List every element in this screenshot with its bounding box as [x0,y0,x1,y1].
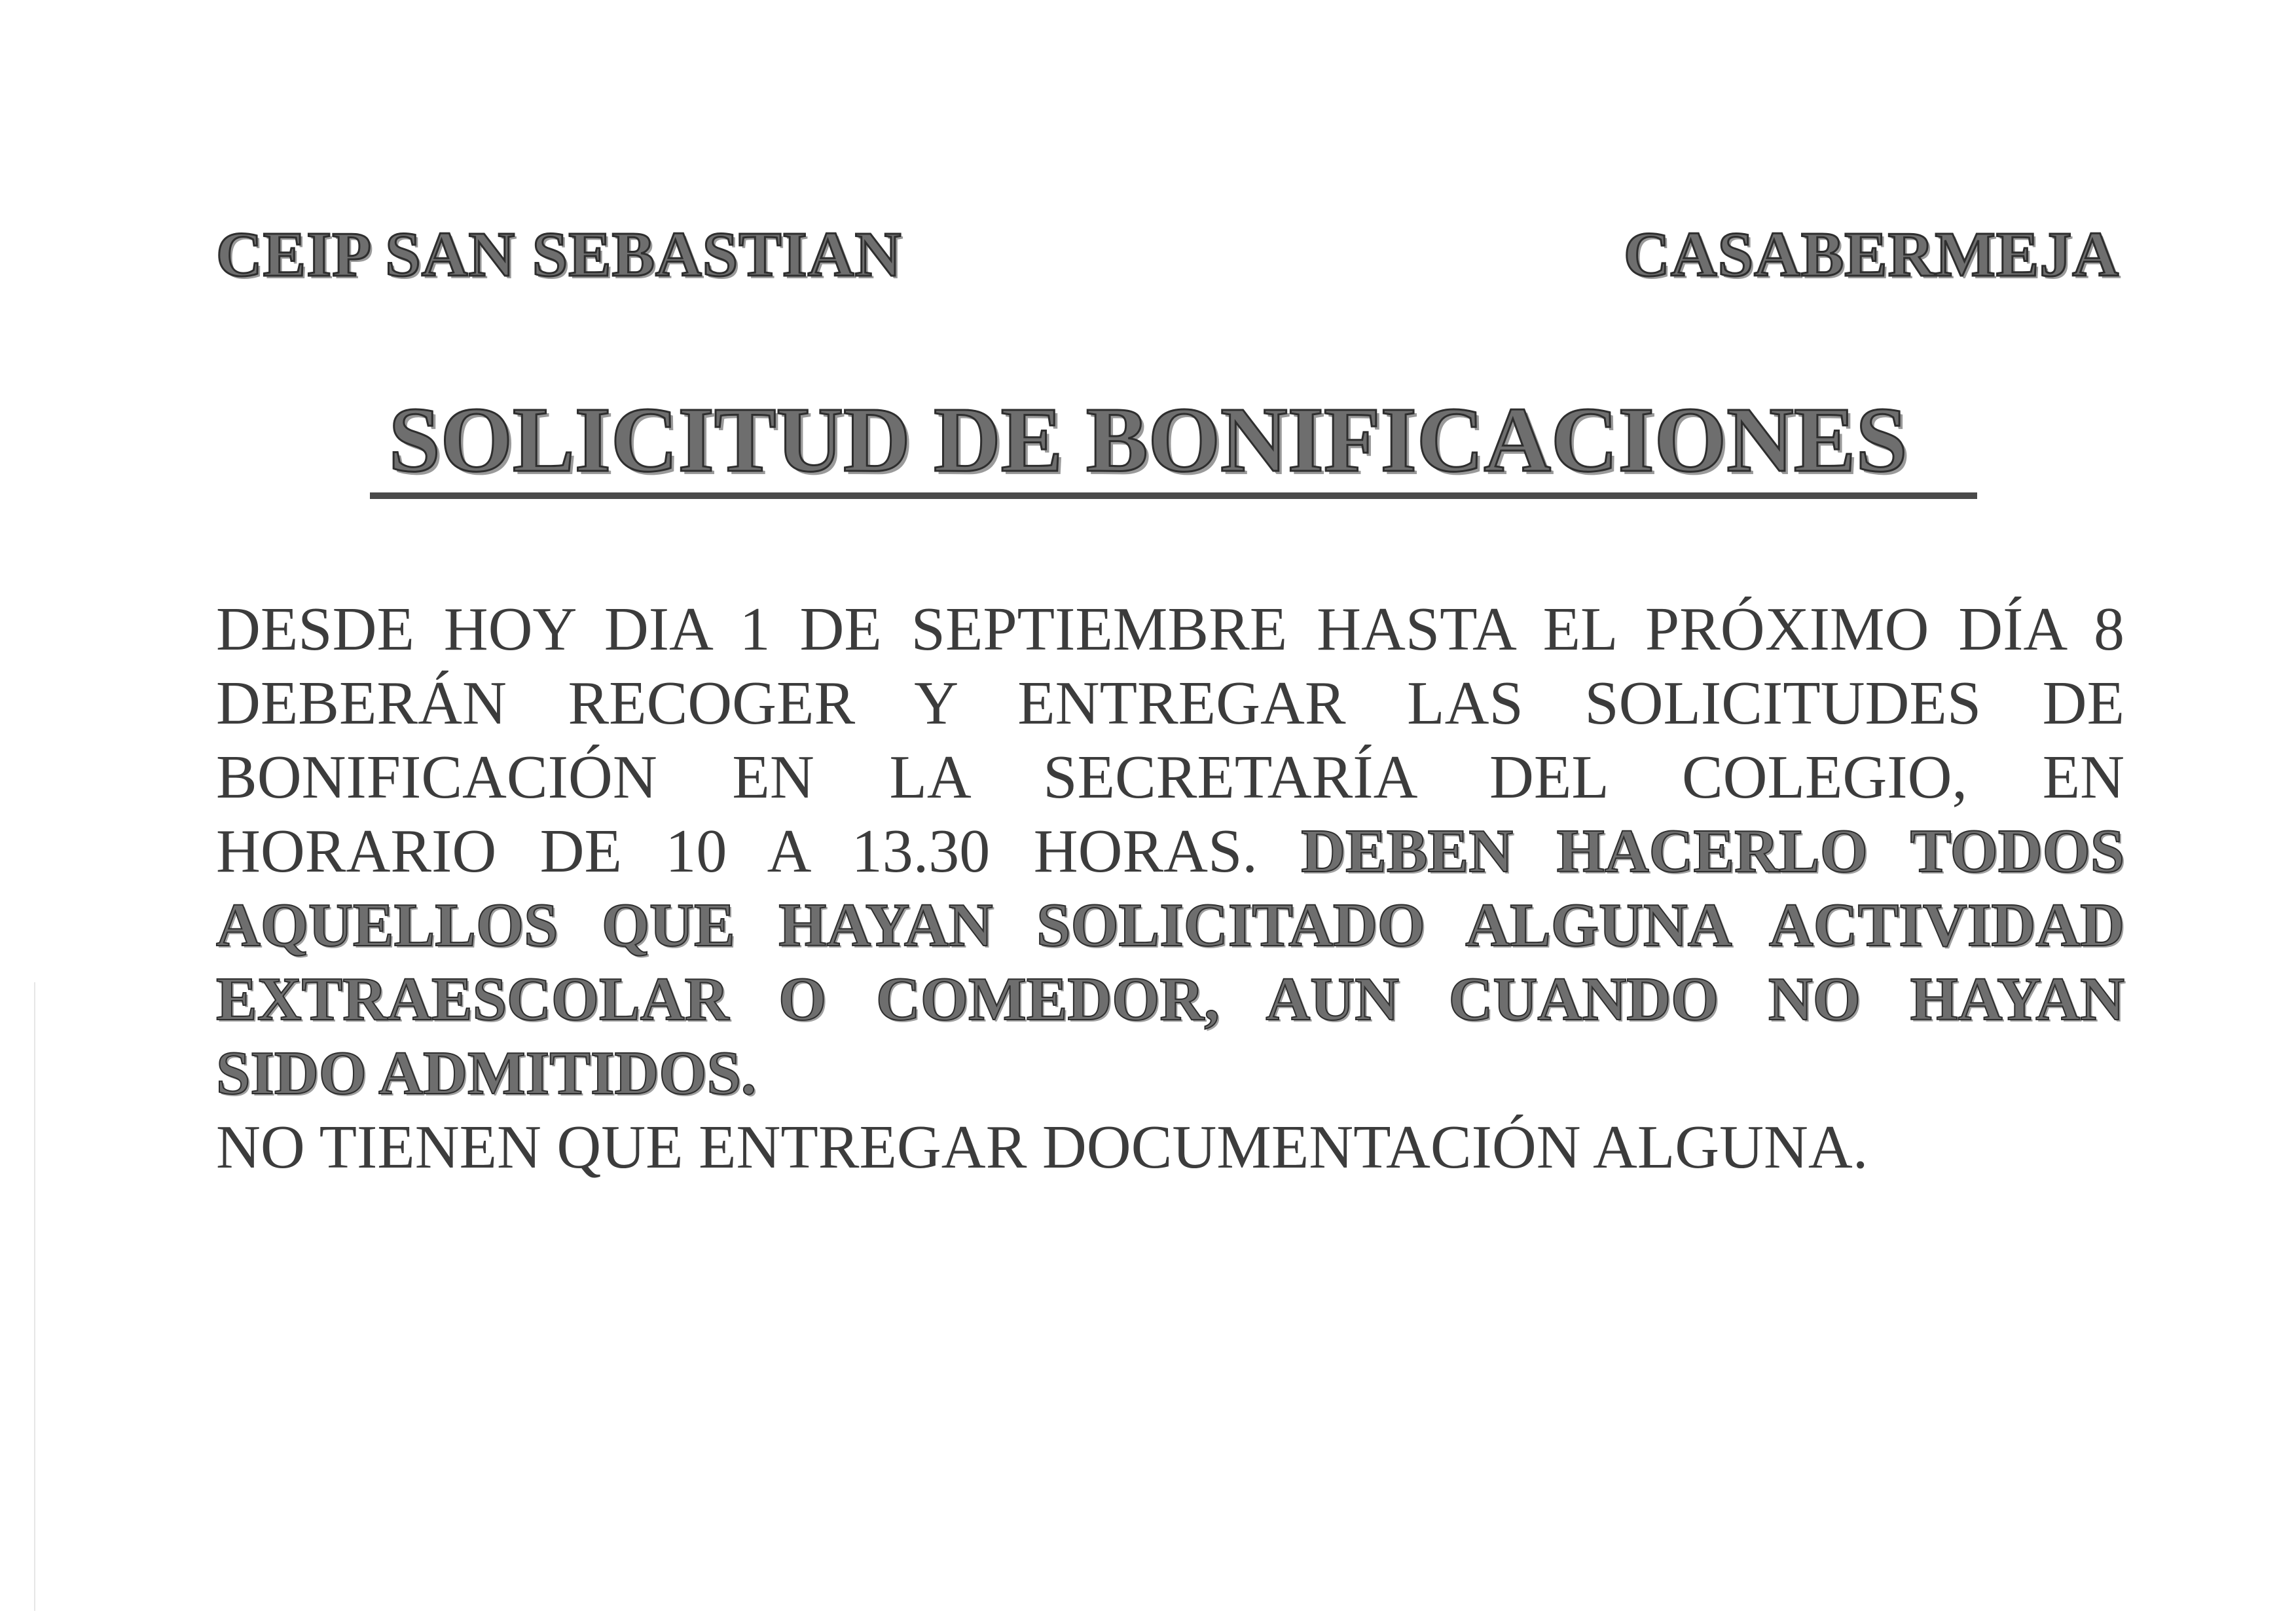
school-name: CEIP SAN SEBASTIAN [216,219,902,290]
body-line-3: BONIFICACIÓN EN LA SECRETARÍA DEL COLEGIO, EN [216,743,2124,811]
body-line-1: DESDE HOY DIA 1 DE SEPTIEMBRE HASTA EL PRÓXIMO DÍA 8 [216,595,2124,663]
town-name: CASABERMEJA [1624,219,2119,290]
body-line-8: NO TIENEN QUE ENTREGAR DOCUMENTACIÓN ALGUNA. [216,1113,1868,1181]
notice-body [216,593,2124,1185]
title-underline [370,492,1977,499]
body-line-5: AQUELLOS QUE HAYAN SOLICITADO ALGUNA ACTIVIDAD [216,891,2124,959]
body-line-4-bold: DEBEN HACERLO TODOS [1301,817,2124,885]
body-line-4 [216,815,2124,889]
body-line-2: DEBERÁN RECOGER Y ENTREGAR LAS SOLICITUDES DE [216,669,2124,737]
body-line-4-normal: HORARIO DE 10 A 13.30 HORAS. [216,817,1258,885]
notice-title: SOLICITUD DE BONIFICACIONES [388,388,1908,491]
body-line-7: SIDO ADMITIDOS. [216,1039,757,1107]
scan-edge-shadow [34,982,35,1611]
body-line-6: EXTRAESCOLAR O COMEDOR, AUN CUANDO NO HAYAN [216,965,2124,1033]
